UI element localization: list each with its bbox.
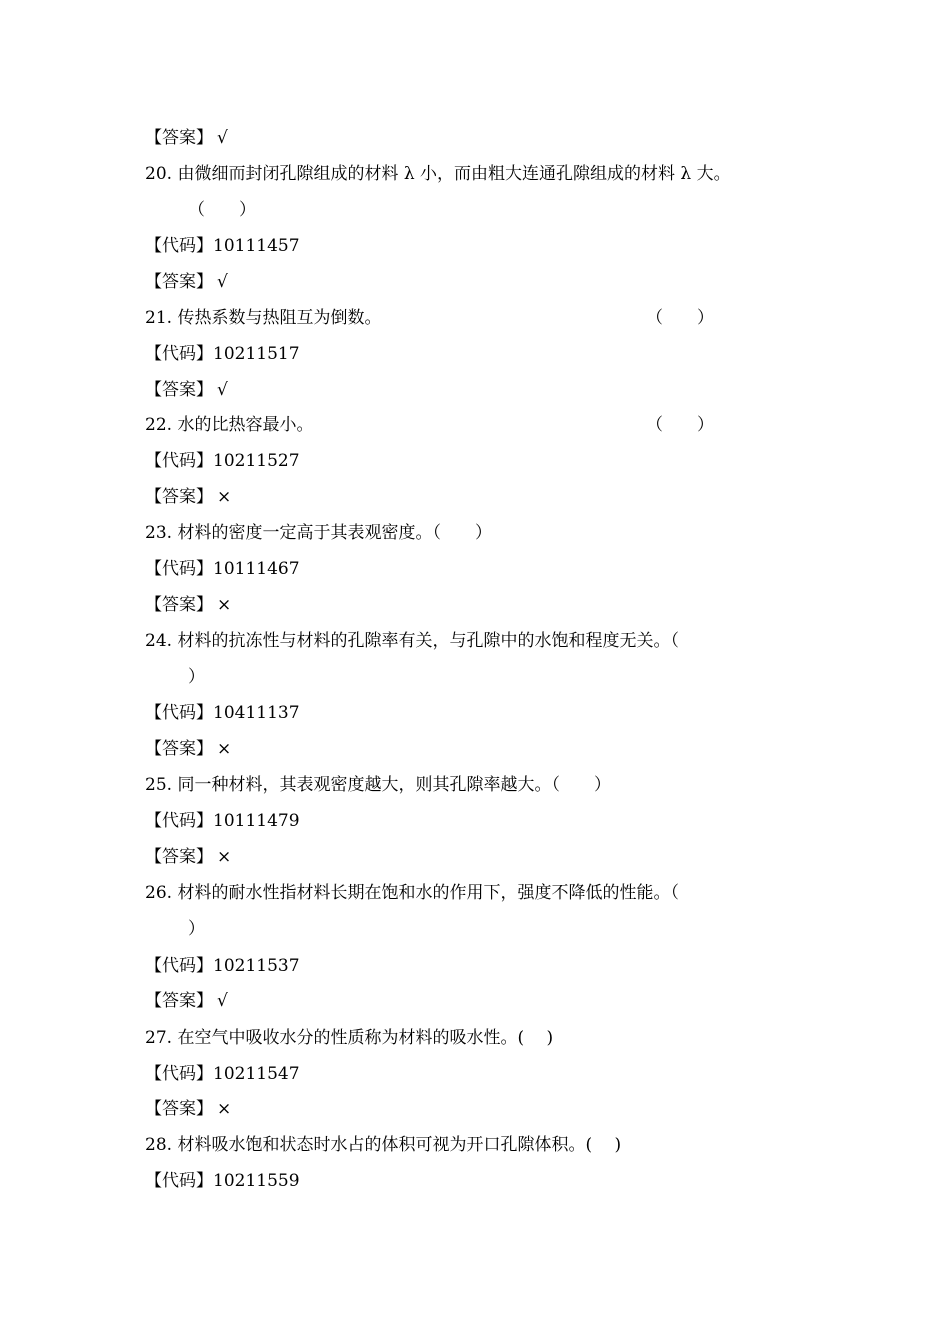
code-line: 【代码】10211527: [145, 451, 300, 471]
answer-line: 【答案】 ×: [145, 1099, 232, 1119]
code-line: 【代码】10211547: [145, 1064, 300, 1084]
answer-line: 【答案】 √: [145, 272, 228, 292]
code-line: 【代码】10111457: [145, 236, 300, 256]
question-28: 28. 材料吸水饱和状态时水占的体积可视为开口孔隙体积。( ): [145, 1135, 622, 1155]
question-23: 23. 材料的密度一定高于其表观密度。（ ）: [145, 523, 492, 543]
answer-line: 【答案】 √: [145, 991, 228, 1011]
code-line: 【代码】10211517: [145, 344, 300, 364]
answer-line: 【答案】 ×: [145, 595, 232, 615]
question-20-paren: （ ）: [188, 200, 256, 220]
answer-line: 【答案】 √: [145, 380, 228, 400]
question-26-paren: ）: [188, 919, 205, 939]
question-24-paren: ）: [188, 667, 205, 687]
answer-line: 【答案】 ×: [145, 739, 232, 759]
code-line: 【代码】10111467: [145, 559, 300, 579]
question-26: 26. 材料的耐水性指材料长期在饱和水的作用下，强度不降低的性能。（: [145, 883, 679, 903]
question-25: 25. 同一种材料，其表观密度越大，则其孔隙率越大。（ ）: [145, 775, 611, 795]
code-line: 【代码】10211537: [145, 956, 300, 976]
answer-line: 【答案】 √: [145, 128, 228, 148]
answer-line: 【答案】 ×: [145, 847, 232, 867]
code-line: 【代码】10211559: [145, 1171, 300, 1191]
question-27: 27. 在空气中吸收水分的性质称为材料的吸水性。( ): [145, 1028, 554, 1048]
question-22: 22. 水的比热容最小。 （ ）: [145, 415, 714, 435]
answer-line: 【答案】 ×: [145, 487, 232, 507]
code-line: 【代码】10111479: [145, 811, 300, 831]
question-20: 20. 由微细而封闭孔隙组成的材料 λ 小，而由粗大连通孔隙组成的材料 λ 大。: [145, 164, 731, 184]
code-line: 【代码】10411137: [145, 703, 300, 723]
question-24: 24. 材料的抗冻性与材料的孔隙率有关，与孔隙中的水饱和程度无关。（: [145, 631, 679, 651]
question-21: 21. 传热系数与热阻互为倒数。 （ ）: [145, 308, 714, 328]
